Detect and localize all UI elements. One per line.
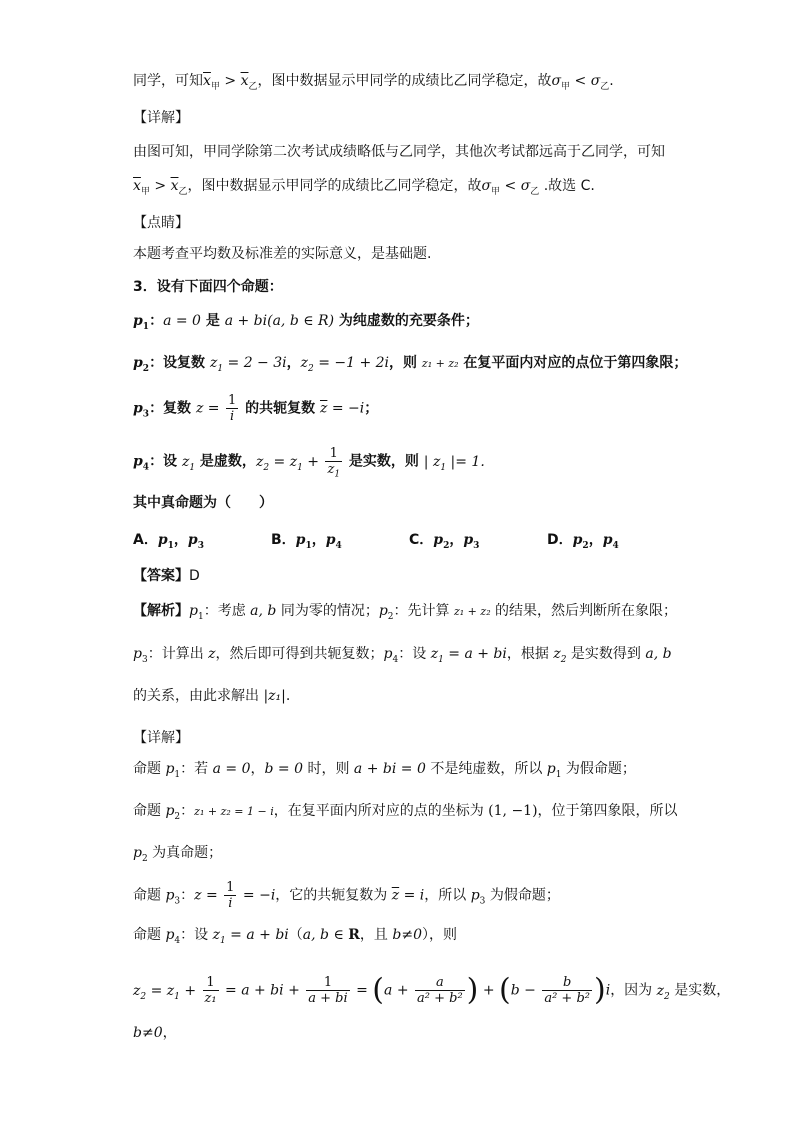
formula-z2: $z_2 = z_1$ + $\frac{1}{\text{z₁}}$ = a + bi + $\frac{1}{a + bi}$ = (a + $\frac{a}{\text{a² + b²}}$ ) + (b − $\frac{b}{\text{a² + b²}}$ )i，因为 $z_2$ 是实数， — [133, 972, 731, 1008]
final-condition: b≠0， — [133, 1025, 177, 1041]
sigma-jia: $\sigma_甲$ — [551, 73, 571, 92]
claim-p2-line-1: 命题 $p_2$：z₁ + z₂ = 1 − i，在复平面内所对应的点的坐标为 (1, −1)，位于第四象限，所以 — [133, 803, 678, 822]
answer-value: D — [189, 568, 200, 584]
prev-conclusion-line: 同学，可知$\overline{x}_甲 > \overline{x}_乙$，图中数据显示甲同学的成绩比乙同学稳定，故$\sigma_甲 < \sigma_乙$. — [133, 73, 614, 92]
claim-p2-line-2: $p_2$ 为真命题； — [133, 845, 223, 864]
choice-b[interactable]: B．$p_1$，$p_4$ — [271, 532, 342, 551]
question-stem: 3．设有下面四个命题： — [133, 279, 283, 295]
sigma-yi: $\sigma_乙$ — [590, 73, 610, 92]
claim-p4: 命题 $p_4$：设 $z_1 = a + bi(a$, b ∈ R，且 b≠0），则 — [133, 927, 457, 946]
comment-text: 本题考查平均数及标准差的实际意义，是基础题. — [133, 246, 432, 262]
claim-p1: 命题 $p_1$：若 a = 0，b = 0 时，则 a + bi = 0 不是纯虚数，所以 $p_1$ 为假命题； — [133, 761, 636, 780]
proposition-p1: $p_1$：a = 0 是 a + bi(a, b ∈ R) 为纯虚数的充要条件； — [133, 313, 479, 332]
mean-jia: $\overline{x}_甲$ — [203, 73, 220, 92]
choice-a[interactable]: A．$p_1$，$p_3$ — [133, 532, 204, 551]
analysis-line-1: 【解析】$p_1$：考虑 a, b 同为零的情况；$p_2$：先计算 z₁ + z₂ 的结果，然后判断所在象限； — [133, 603, 678, 622]
detail-heading: 【详解】 — [133, 110, 189, 126]
claim-p3: 命题 $p_3$：z = $\frac{1}{i}$ = −i，它的共轭复数为 $\overline{z} = i$，所以 $p_3$ 为假命题； — [133, 880, 560, 911]
choices-row — [133, 530, 685, 550]
analysis-line-3: 的关系，由此求解出 |z₁|. — [133, 688, 291, 704]
detail2-heading: 【详解】 — [133, 730, 189, 746]
fraction-one-over-i: $\frac{1}{i}$ — [227, 393, 237, 424]
answer-line: 【答案】D — [133, 568, 200, 584]
choice-d[interactable]: D．$p_2$，$p_4$ — [547, 532, 619, 551]
mean-yi: $\overline{x}_乙$ — [240, 73, 258, 92]
analysis-line-2: $p_3$：计算出 z，然后即可得到共轭复数；$p_4$：设 $z_1 = a$ + bi，根据 $z_2$ 是实数得到 a, b — [133, 646, 672, 665]
detail-line-1: 由图可知，甲同学除第二次考试成绩略低与乙同学，其他次考试都远高于乙同学，可知 — [133, 144, 665, 160]
proposition-p4: $p_4$：设 $z_1$ 是虚数，$z_2 = z_1$ + $\frac{1}{z_1}$ 是实数，则 | $z_1$ |= 1. — [133, 446, 485, 480]
choice-c[interactable]: C．$p_2$，$p_3$ — [409, 532, 480, 551]
detail-line-2: $\overline{x}_甲 > \overline{x}_乙$，图中数据显示甲同学的成绩比乙同学稳定，故$\sigma_甲 < \sigma_乙$ .故选 C. — [133, 178, 595, 197]
proposition-p3: $p_3$：复数 z = $\frac{1}{i}$ 的共轭复数 $\overline{z} = -i$； — [133, 393, 379, 424]
proposition-p2: $p_2$：设复数 $z_1 = 2 - 3i$，$z_2 = -1 + 2i$，则 z₁ + z₂ 在复平面内对应的点位于第四象限； — [133, 355, 688, 374]
comment-heading: 【点睛】 — [133, 215, 189, 231]
question-ask: 其中真命题为（ ） — [133, 495, 273, 511]
